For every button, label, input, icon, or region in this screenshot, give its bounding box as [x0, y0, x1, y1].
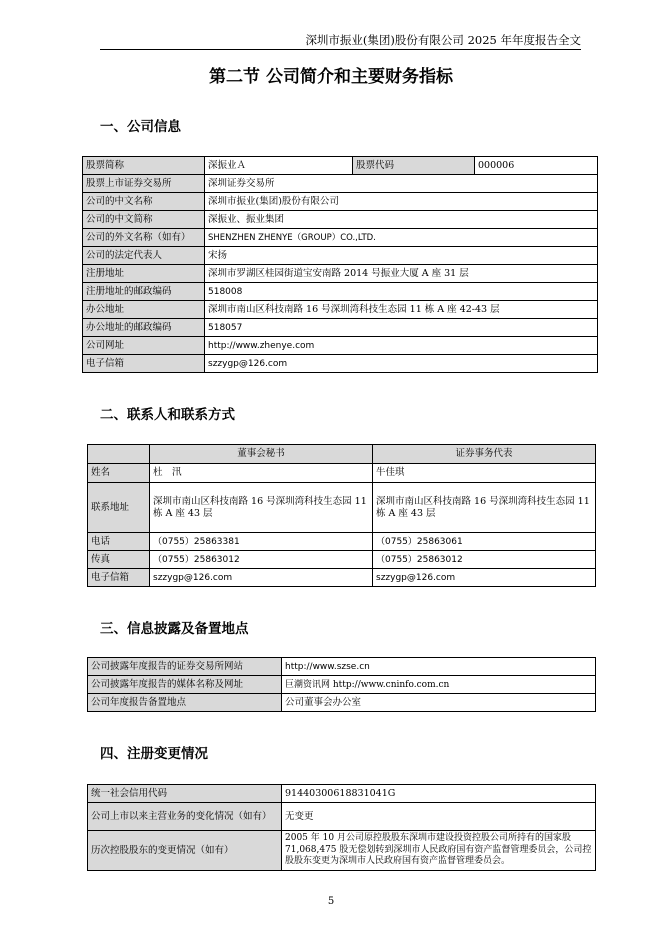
table-row: [88, 533, 596, 551]
cell-value: 深振业、振业集团: [205, 211, 598, 229]
cell-label: 办公地址: [83, 301, 205, 319]
cell-value: 深圳市南山区科技南路 16 号深圳湾科技生态园 11 栋 A 座 43 层: [150, 483, 373, 533]
table-row: [83, 265, 598, 283]
cell-value: （0755）25863381: [150, 533, 373, 551]
cell-value: SHENZHEN ZHENYE（GROUP）CO.,LTD.: [205, 229, 598, 247]
section-3-heading: 三、信息披露及备置地点: [100, 621, 249, 637]
cell-value: 518008: [205, 283, 598, 301]
cell-value: 518057: [205, 319, 598, 337]
cell-label: 公司年度报告备置地点: [88, 694, 282, 712]
page-number: 5: [327, 896, 335, 907]
table-row: [83, 175, 598, 193]
cell-label: 公司的中文名称: [83, 193, 205, 211]
cell-label: 电子信箱: [83, 355, 205, 373]
cell-value: 宋扬: [205, 247, 598, 265]
table-row: [83, 337, 598, 355]
section-4-heading: 四、注册变更情况: [100, 746, 208, 762]
cell-value: 深圳证券交易所: [205, 175, 598, 193]
table-row: [88, 445, 596, 464]
cell-label: 股票代码: [353, 157, 475, 175]
cell-value: 深圳市南山区科技南路 16 号深圳湾科技生态园 11 栋 A 座 43 层: [373, 483, 596, 533]
cell-label: 统一社会信用代码: [88, 785, 282, 803]
cell-value: 2005 年 10 月公司原控股股东深圳市建设投资控股公司所持有的国家股 71,068,475 股无偿划转到深圳市人民政府国有资产监督管理委员会，公司控股股东变更为深圳市人民政府国有资产监督管理委员会。: [282, 831, 596, 871]
cell-value: 牛佳琪: [373, 464, 596, 483]
table-row: [83, 193, 598, 211]
cell-value: 深圳市南山区科技南路 16 号深圳湾科技生态园 11 栋 A 座 42-43 层: [205, 301, 598, 319]
cell-value: 深圳市振业(集团)股份有限公司: [205, 193, 598, 211]
cell-label: 注册地址: [83, 265, 205, 283]
table-row: [88, 785, 596, 803]
table-row: [83, 283, 598, 301]
cell-value: 000006: [475, 157, 598, 175]
registration-change-table: [87, 784, 596, 871]
website-link[interactable]: http://www.szse.cn: [282, 658, 596, 676]
running-header: 深圳市振业(集团)股份有限公司 2025 年年度报告全文: [100, 33, 581, 50]
email-link[interactable]: szzygp@126.com: [150, 569, 373, 587]
company-info-table: [82, 156, 598, 373]
table-row: [83, 355, 598, 373]
table-row: [88, 569, 596, 587]
cell-value: 深圳市罗湖区桂园街道宝安南路 2014 号振业大厦 A 座 31 层: [205, 265, 598, 283]
page-title: 第二节 公司简介和主要财务指标: [209, 67, 453, 87]
cell-value: 深振业Ａ: [205, 157, 353, 175]
cell-label: 办公地址的邮政编码: [83, 319, 205, 337]
column-header: 董事会秘书: [150, 445, 373, 464]
cell-value: （0755）25863012: [373, 551, 596, 569]
cell-value: （0755）25863012: [150, 551, 373, 569]
cell-label: 联系地址: [88, 483, 150, 533]
table-row: [83, 157, 598, 175]
table-row: [83, 301, 598, 319]
cell-label: 股票上市证券交易所: [83, 175, 205, 193]
email-link[interactable]: szzygp@126.com: [373, 569, 596, 587]
cell-label: 电话: [88, 533, 150, 551]
contact-table: [87, 444, 596, 587]
cell-label: 公司披露年度报告的证券交易所网站: [88, 658, 282, 676]
table-row: [88, 831, 596, 871]
cell-value: 无变更: [282, 803, 596, 831]
section-2-heading: 二、联系人和联系方式: [100, 407, 235, 423]
table-row: [83, 319, 598, 337]
table-row: [88, 551, 596, 569]
cell-label: 电子信箱: [88, 569, 150, 587]
cell-label: 历次控股股东的变更情况（如有）: [88, 831, 282, 871]
website-link[interactable]: 巨潮资讯网 http://www.cninfo.com.cn: [282, 676, 596, 694]
cell-label: 公司网址: [83, 337, 205, 355]
cell-header: [88, 445, 150, 464]
cell-label: 公司的中文简称: [83, 211, 205, 229]
cell-label: 传真: [88, 551, 150, 569]
table-row: [88, 658, 596, 676]
email-link[interactable]: szzygp@126.com: [205, 355, 598, 373]
section-1-heading: 一、公司信息: [100, 119, 181, 135]
cell-label: 股票简称: [83, 157, 205, 175]
cell-label: 公司披露年度报告的媒体名称及网址: [88, 676, 282, 694]
cell-value: 91440300618831041G: [282, 785, 596, 803]
table-row: [88, 676, 596, 694]
website-link[interactable]: http://www.zhenye.com: [205, 337, 598, 355]
cell-value: （0755）25863061: [373, 533, 596, 551]
column-header: 证券事务代表: [373, 445, 596, 464]
table-row: [83, 229, 598, 247]
cell-label: 公司的外文名称（如有）: [83, 229, 205, 247]
cell-label: 公司的法定代表人: [83, 247, 205, 265]
cell-label: 公司上市以来主营业务的变化情况（如有）: [88, 803, 282, 831]
table-row: [88, 803, 596, 831]
cell-label: 注册地址的邮政编码: [83, 283, 205, 301]
disclosure-table: [87, 657, 596, 712]
cell-label: 姓名: [88, 464, 150, 483]
table-row: [83, 247, 598, 265]
cell-value: 公司董事会办公室: [282, 694, 596, 712]
table-row: [88, 464, 596, 483]
table-row: [83, 211, 598, 229]
cell-value: 杜 汛: [150, 464, 373, 483]
table-row: [88, 694, 596, 712]
table-row: [88, 483, 596, 533]
